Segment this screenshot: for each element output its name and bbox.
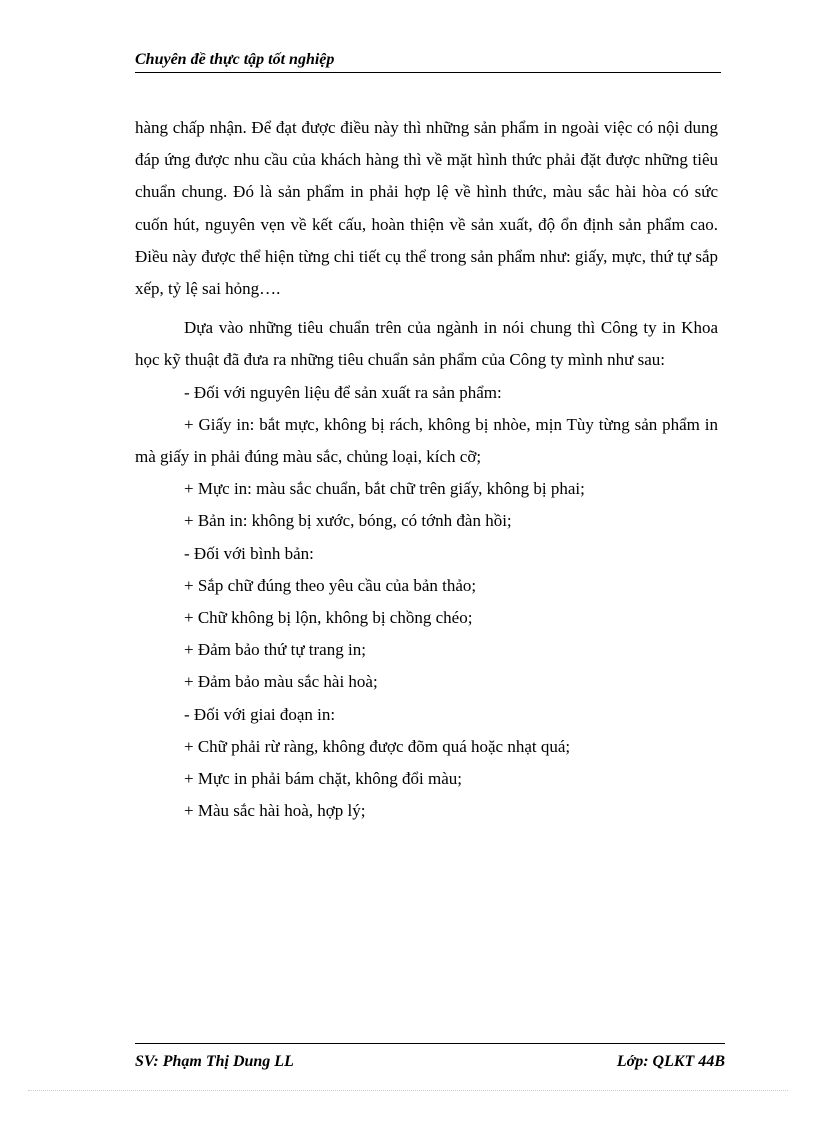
footer-class: Lớp: QLKT 44B (616, 1053, 725, 1070)
list-item: + Đảm bảo màu sắc hài hoà; (184, 672, 378, 692)
page-boundary (28, 1090, 788, 1091)
page-footer (135, 1043, 725, 1070)
header-title: Chuyên đề thực tập tốt nghiệp (135, 51, 335, 68)
footer-student: SV: Phạm Thị Dung LL (135, 1053, 294, 1070)
list-item: + Sắp chữ đúng theo yêu cầu của bản thảo; (184, 575, 477, 595)
paragraph-continuation: hàng chấp nhận. Để đạt được điều này thì những sản phẩm in ngoài việc có nội dung đáp ứng được nhu cầu của khách hàng thì về mặt hình thức phải đặt được những tiêu chuẩn chung. Đó là sản phẩm in phải hợp lệ về hình thức, màu sắc hài hòa có sức cuốn hút, nguyên vẹn về kết cấu, hoàn thiện về sản xuất, độ ổn định sản phẩm cao. Điều này được thể hiện từng chi tiết cụ thể trong sản phẩm như: giấy, mực, thứ tự sắp xếp, tỷ lệ sai hỏng…. (135, 118, 718, 299)
list-item: + Giấy in: bắt mực, không bị rách, không bị nhòe, mịn Tùy từng sản phẩm in mà giấy in phải đúng màu sắc, chủng loại, kích cỡ; (135, 414, 718, 467)
list-item: + Mực in: màu sắc chuẩn, bắt chữ trên giấy, không bị phai; (184, 479, 585, 499)
list-item: + Bản in: không bị xước, bóng, có tớnh đàn hồi; (184, 511, 512, 531)
list-item: + Đảm bảo thứ tự trang in; (184, 640, 366, 660)
document-body (135, 112, 718, 827)
paragraph-intro: Dựa vào những tiêu chuẩn trên của ngành in nói chung thì Công ty in Khoa học kỹ thuật đã đưa ra những tiêu chuẩn sản phẩm của Công ty mình như sau: (135, 318, 718, 370)
list-item: + Chữ phải rừ ràng, không được đõm quá hoặc nhạt quá; (184, 736, 571, 756)
page-header (135, 50, 721, 73)
section-heading-imposition: - Đối với bình bản: (184, 543, 314, 563)
list-item: + Chữ không bị lộn, không bị chồng chéo; (184, 608, 473, 628)
list-item: + Màu sắc hài hoà, hợp lý; (184, 801, 366, 821)
section-heading-printing: - Đối với giai đoạn in: (184, 704, 336, 724)
list-item: + Mực in phải bám chặt, không đổi màu; (184, 769, 463, 789)
section-heading-materials: - Đối với nguyên liệu để sản xuất ra sản phẩm: (184, 382, 502, 402)
